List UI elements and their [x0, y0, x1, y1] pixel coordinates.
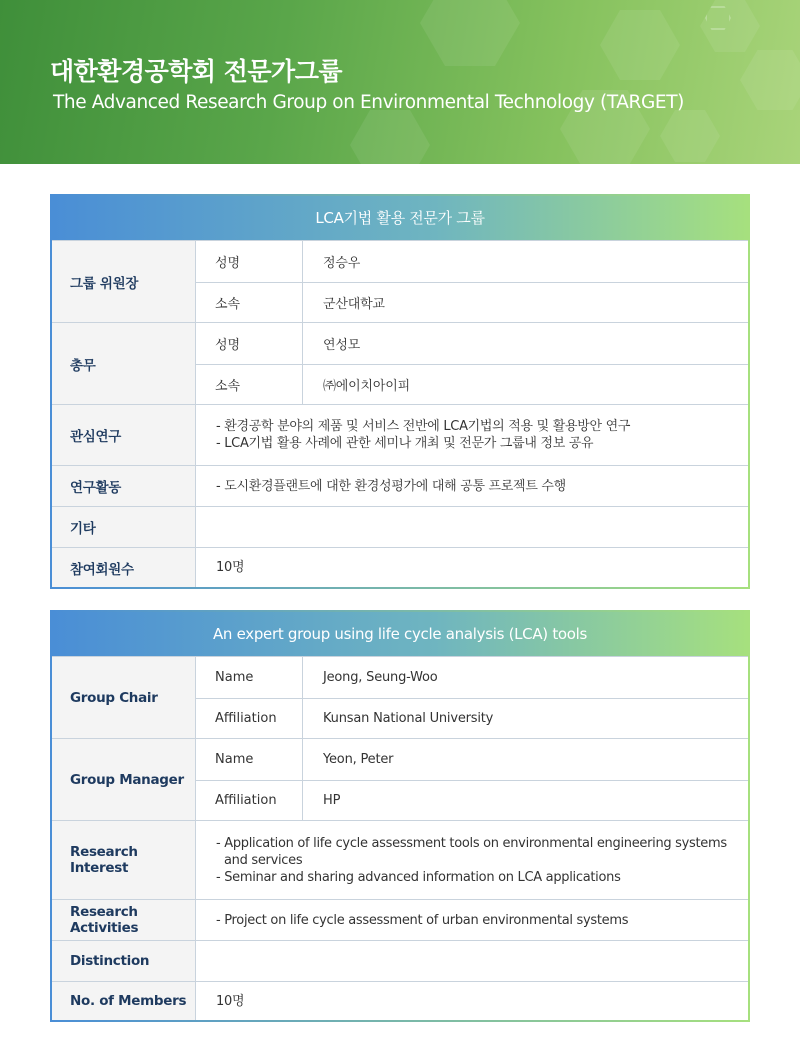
section-label: Distinction — [52, 941, 196, 981]
research-interest-section — [52, 820, 748, 899]
row-key: Affiliation — [196, 781, 303, 820]
row-key: 성명 — [196, 323, 303, 364]
group-manager-section — [52, 322, 748, 404]
page-title: 대한환경공학회 전문가그룹 — [50, 57, 343, 86]
text-line: - LCA기법 활용 사례에 관한 세미나 개최 및 전문가 그룹내 정보 공유 — [216, 436, 594, 451]
page-subtitle: The Advanced Research Group on Environmental Technology (TARGET) — [53, 92, 684, 113]
table-header: LCA기법 활용 전문가 그룹 — [52, 196, 748, 240]
row-key: 소속 — [196, 365, 303, 404]
row-value: Jeong, Seung-Woo — [323, 670, 438, 685]
section-label: 총무 — [52, 323, 196, 404]
header-banner — [0, 0, 800, 164]
members-section — [52, 981, 748, 1020]
text-line: - Seminar and sharing advanced information on LCA applications — [216, 869, 621, 885]
table-row — [196, 657, 748, 698]
row-value: HP — [323, 793, 341, 808]
section-label: Group Chair — [52, 657, 196, 738]
english-info-table — [50, 610, 750, 1022]
table-header: An expert group using life cycle analysis (LCA) tools — [52, 612, 748, 656]
text-line: - Project on life cycle assessment of urban environmental systems — [216, 912, 629, 928]
research-activities-section — [52, 899, 748, 940]
text-line: 10명 — [216, 560, 245, 575]
section-label: 관심연구 — [52, 405, 196, 465]
table-row — [196, 282, 748, 322]
other-section — [52, 506, 748, 547]
row-value: 정승우 — [323, 256, 361, 271]
section-label: Research Activities — [52, 900, 196, 940]
section-label: 참여회원수 — [52, 548, 196, 587]
row-value: ㈜에이치아이피 — [323, 379, 410, 394]
section-label: 기타 — [52, 507, 196, 547]
row-key: Name — [196, 657, 303, 698]
text-line: - 환경공학 분야의 제품 및 서비스 전반에 LCA기법의 적용 및 활용방안 연구 — [216, 419, 631, 434]
hexagon-decoration — [350, 110, 430, 164]
hexagon-decoration — [600, 10, 680, 80]
group-manager-section — [52, 738, 748, 820]
distinction-section — [52, 940, 748, 981]
table-row — [196, 739, 748, 780]
row-value: 군산대학교 — [323, 297, 385, 312]
section-label: 그룹 위원장 — [52, 241, 196, 322]
row-key: 성명 — [196, 241, 303, 282]
section-label: No. of Members — [52, 982, 196, 1020]
hexagon-decoration — [700, 0, 760, 52]
table-row — [196, 323, 748, 364]
hexagon-decoration — [660, 110, 720, 162]
row-value: 연성모 — [323, 338, 361, 353]
table-row — [196, 780, 748, 820]
section-label: Research Interest — [52, 821, 196, 899]
group-chair-section — [52, 240, 748, 322]
row-key: 소속 — [196, 283, 303, 322]
section-label: Group Manager — [52, 739, 196, 820]
text-line: and services — [224, 852, 303, 868]
text-line: - Application of life cycle assessment tools on environmental engineering systems — [216, 835, 727, 851]
text-line: 10명 — [216, 993, 245, 1009]
row-key: Affiliation — [196, 699, 303, 738]
row-value: Yeon, Peter — [323, 752, 394, 767]
research-interest-section — [52, 404, 748, 465]
hexagon-decoration — [420, 0, 520, 66]
hexagon-decoration — [740, 50, 800, 110]
members-section — [52, 547, 748, 587]
table-row — [196, 241, 748, 282]
group-chair-section — [52, 656, 748, 738]
row-value: Kunsan National University — [323, 711, 494, 726]
table-row — [196, 364, 748, 404]
table-row — [196, 698, 748, 738]
research-activities-section — [52, 465, 748, 506]
korean-info-table — [50, 194, 750, 589]
text-line: - 도시환경플랜트에 대한 환경성평가에 대해 공통 프로젝트 수행 — [216, 478, 566, 494]
row-key: Name — [196, 739, 303, 780]
section-label: 연구활동 — [52, 466, 196, 506]
